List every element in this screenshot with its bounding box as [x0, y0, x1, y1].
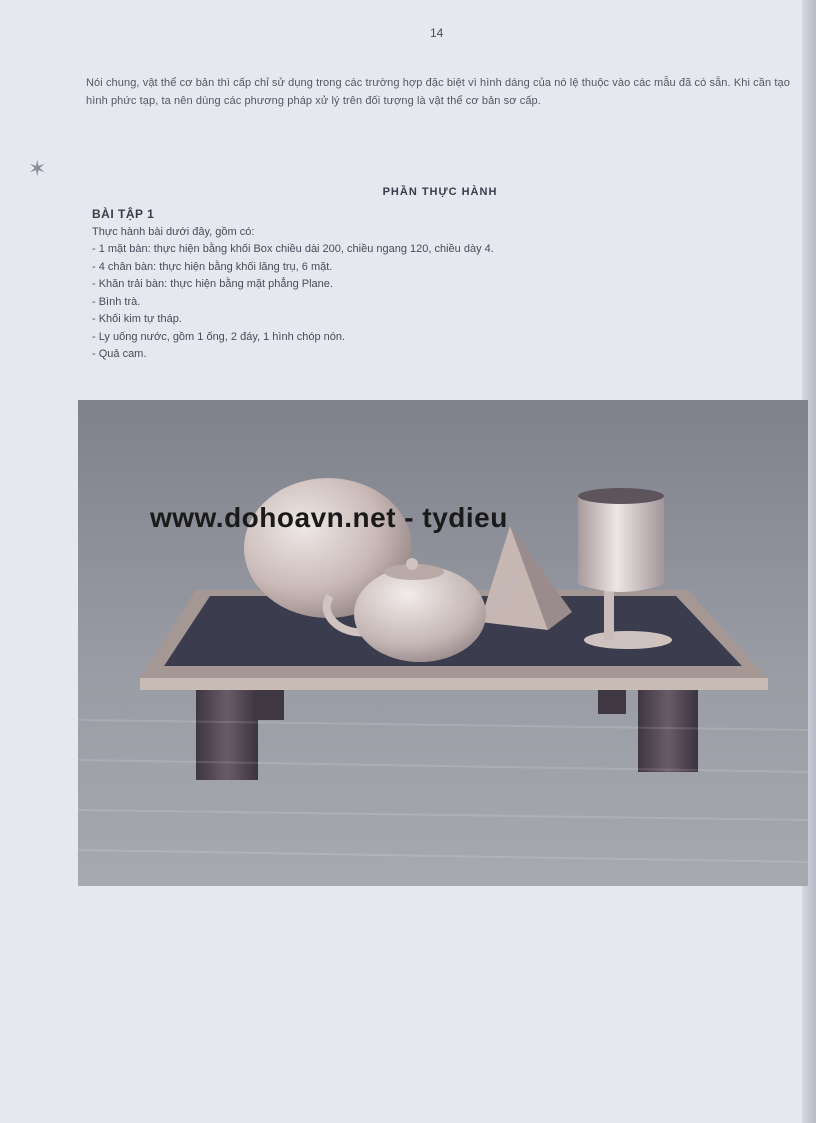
exercise-lead: Thực hành bài dưới đây, gồm có: — [92, 225, 255, 238]
table-leg-back-left — [254, 686, 284, 720]
section-title: PHẦN THỰC HÀNH — [382, 186, 498, 198]
render-figure — [78, 400, 808, 886]
exercise-block — [92, 206, 802, 364]
intro-paragraph: Nói chung, vật thể cơ bản thì cấp chỉ sử dụng trong các trường hợp đặc biệt vì hình dáng của nó lệ thuộc vào các mẫu đã có sẵn. Khi cần tạo hình phức tạp, ta nên dùng các phương pháp xử lý trên đối tượng là vật thể cơ bản sơ cấp. — [86, 77, 790, 107]
watermark: www.dohoavn.net - tydieu — [150, 502, 508, 533]
exercise-item-pyramid: - Khối kim tự tháp. — [92, 313, 182, 325]
table-leg-front-left — [196, 690, 258, 780]
render-illustration — [78, 400, 808, 886]
table-leg-back-right — [598, 686, 626, 714]
scan-smudge-icon: ✶ — [28, 156, 47, 181]
exercise-item-teapot: - Bình trà. — [92, 295, 141, 308]
exercise-item-glass: - Ly uống nước, gồm 1 ống, 2 đáy, 1 hình chóp nón. — [92, 330, 346, 343]
exercise-item-table-top: - 1 mặt bàn: thực hiện bằng khối Box chiều dài 200, chiều ngang 120, chiều dày 4. — [92, 243, 494, 255]
page-number: 14 — [430, 26, 444, 40]
exercise-list — [92, 241, 802, 364]
exercise-title: BÀI TẬP 1 — [92, 207, 155, 221]
exercise-item-tablecloth: - Khăn trải bàn: thực hiện bằng mặt phẳng Plane. — [92, 278, 333, 290]
exercise-item-orange: - Quả cam. — [92, 348, 147, 360]
table-top-edge — [140, 678, 768, 690]
table-leg-front-right — [638, 690, 698, 772]
exercise-item-table-legs: - 4 chân bàn: thực hiện bằng khối lăng trụ, 6 mặt. — [92, 260, 333, 273]
